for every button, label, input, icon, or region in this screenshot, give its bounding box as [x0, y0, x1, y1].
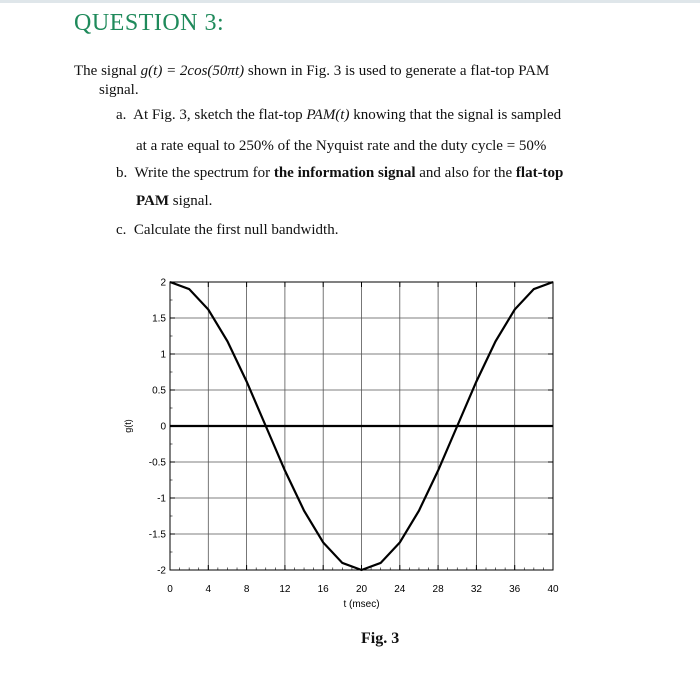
- y-tick-label: -1.5: [148, 529, 166, 541]
- y-tick-label: 0: [160, 421, 166, 433]
- item-b-text-1: Write the spectrum for: [134, 165, 274, 181]
- figure-caption: Fig. 3: [361, 630, 400, 647]
- y-tick-label: 1.5: [152, 313, 166, 325]
- item-b-label: b.: [116, 165, 128, 181]
- signal-equation: g(t) = 2cos(50πt): [140, 63, 245, 79]
- y-tick-label: 0.5: [152, 385, 166, 397]
- item-b-bold-3: PAM: [136, 193, 170, 209]
- item-a-line-2: at a rate equal to 250% of the Nyquist rate and the duty cycle = 50%: [136, 138, 547, 154]
- item-c-label: c.: [116, 222, 127, 238]
- item-a-text-1: At Fig. 3, sketch the flat-top: [133, 107, 307, 123]
- y-tick-label: 2: [160, 277, 166, 289]
- intro-text-a: The signal: [74, 63, 141, 79]
- x-axis-label: t (msec): [343, 599, 380, 610]
- pam-symbol: PAM(t): [306, 107, 350, 123]
- x-tick-label: 16: [317, 584, 329, 595]
- item-b-text-3: signal.: [169, 193, 213, 209]
- y-tick-label: -2: [157, 565, 166, 577]
- x-tick-label: 8: [243, 584, 250, 595]
- x-tick-label: 4: [205, 584, 212, 595]
- x-tick-label: 24: [394, 584, 406, 595]
- x-tick-label: 40: [547, 584, 559, 595]
- x-tick-label: 36: [509, 584, 521, 595]
- x-tick-label: 12: [279, 584, 291, 595]
- item-a-text-2: knowing that the signal is sampled: [349, 107, 562, 123]
- y-tick-label: -0.5: [148, 457, 166, 469]
- item-b-text-2: and also for the: [415, 165, 516, 181]
- y-tick-label: -1: [157, 493, 166, 505]
- intro-line-2: signal.: [99, 82, 139, 98]
- item-c-text: Calculate the first null bandwidth.: [133, 222, 339, 238]
- x-tick-label: 28: [432, 584, 444, 595]
- x-tick-label: 0: [167, 584, 173, 595]
- item-b-bold-2: flat-top: [515, 165, 564, 181]
- x-tick-labels: [167, 584, 559, 595]
- y-axis-label: g(t): [123, 419, 133, 433]
- y-tick-labels: [149, 278, 167, 577]
- intro-text-b: shown in Fig. 3 is used to generate a flat-top PAM: [244, 63, 550, 79]
- y-tick-label: 1: [160, 349, 166, 361]
- x-tick-label: 32: [470, 584, 482, 595]
- item-a-label: a.: [116, 107, 127, 123]
- item-b-bold-1: the information signal: [273, 165, 416, 181]
- question-title: QUESTION 3:: [74, 10, 225, 36]
- x-tick-label: 20: [355, 584, 368, 595]
